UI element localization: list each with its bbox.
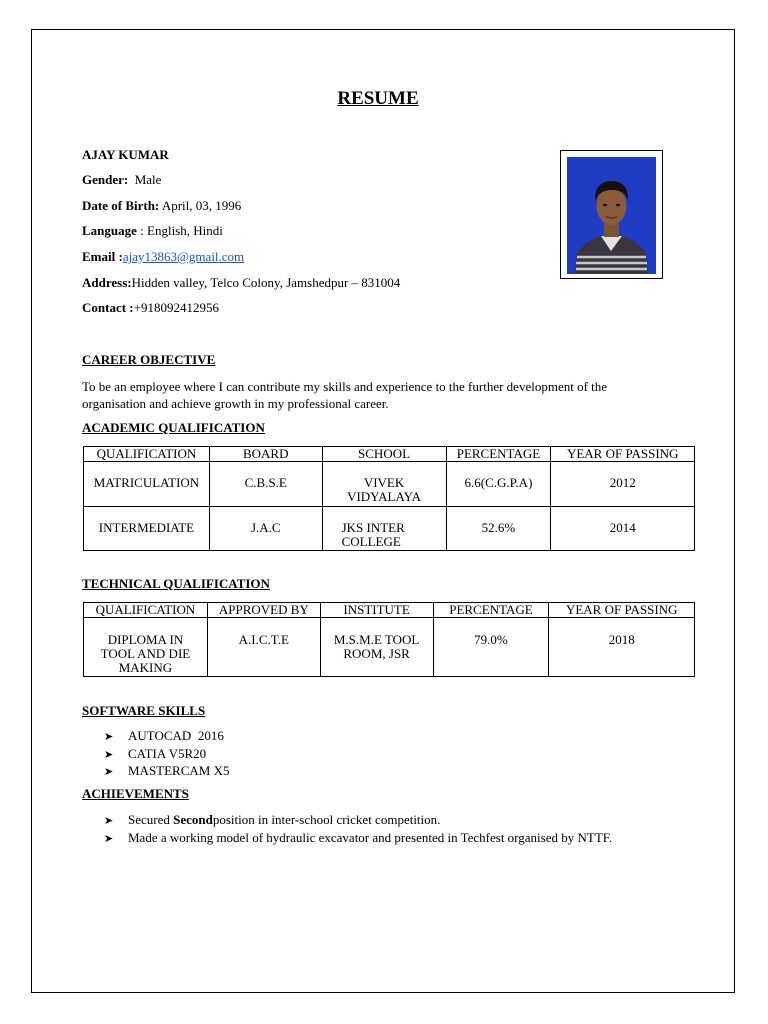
list-item <box>104 746 230 764</box>
technical-col-approved-by: APPROVED BY <box>207 603 320 618</box>
table-cell: M.S.M.E TOOL ROOM, JSR <box>320 618 433 677</box>
table-cell <box>322 507 446 551</box>
school-name-line: JKS INTER COLLEGE <box>341 520 405 549</box>
address-value: Hidden valley, Telco Colony, Jamshedpur – 831004 <box>131 275 401 290</box>
skill-label: AUTOCAD 2016 <box>128 728 224 743</box>
contact-value: +918092412956 <box>133 300 219 315</box>
address-line <box>82 275 400 291</box>
contact-line <box>82 300 219 316</box>
table-row <box>84 507 695 551</box>
table-cell: INTERMEDIATE <box>84 507 210 551</box>
dob-line <box>82 198 241 214</box>
table-cell: DIPLOMA IN TOOL AND DIE MAKING <box>84 618 208 677</box>
email-link[interactable]: ajay13863@gmail.com <box>122 249 245 264</box>
gender-label: Gender: <box>82 172 129 187</box>
achievement-text-bold: Second <box>173 812 213 827</box>
academic-col-year: YEAR OF PASSING <box>551 447 695 462</box>
arrow-bullet-icon: ➤ <box>104 766 114 778</box>
achievement-text: Made a working model of hydraulic excavator and presented in Techfest organised by NTTF. <box>128 829 613 845</box>
photo-frame <box>560 150 663 279</box>
table-row <box>84 618 695 677</box>
technical-col-percentage: PERCENTAGE <box>433 603 549 618</box>
page-title: RESUME <box>337 88 419 109</box>
career-objective-heading: CAREER OBJECTIVE <box>82 352 216 367</box>
language-value: : English, Hindi <box>140 223 223 238</box>
technical-qualification-heading: TECHNICAL QUALIFICATION <box>82 576 270 591</box>
table-cell: MATRICULATION <box>84 462 210 507</box>
academic-table <box>83 446 695 551</box>
career-objective-line-2: organisation and achieve growth in my professional career. <box>82 396 389 411</box>
academic-col-qualification: QUALIFICATION <box>84 447 210 462</box>
table-cell: C.B.S.E <box>209 462 322 507</box>
technical-col-institute: INSTITUTE <box>320 603 433 618</box>
language-label: Language <box>82 223 137 238</box>
email-line <box>82 249 244 265</box>
technical-header-row <box>84 603 695 618</box>
table-cell: J.A.C <box>209 507 322 551</box>
achievements-list <box>104 812 612 847</box>
arrow-bullet-icon: ➤ <box>104 815 114 827</box>
contact-label: Contact : <box>82 300 134 315</box>
achievement-text-post: position in inter-school cricket competition. <box>212 812 441 827</box>
table-cell: 52.6% <box>446 507 551 551</box>
dob-value: April, 03, 1996 <box>161 198 242 213</box>
skill-label: CATIA V5R20 <box>128 745 207 761</box>
profile-photo <box>567 157 656 274</box>
achievement-text-pre: Secured <box>128 812 174 827</box>
arrow-bullet-icon: ➤ <box>104 832 114 845</box>
academic-header-row <box>84 447 695 462</box>
technical-col-qualification: QUALIFICATION <box>84 603 208 618</box>
email-label: Email : <box>82 249 123 264</box>
list-item <box>104 812 612 830</box>
achievements-heading: ACHIEVEMENTS <box>82 786 189 801</box>
list-item <box>104 728 230 746</box>
gender-line <box>82 172 161 188</box>
language-line <box>82 223 223 239</box>
gender-value: Male <box>134 172 162 187</box>
software-skills-heading: SOFTWARE SKILLS <box>82 703 206 718</box>
academic-col-school: SCHOOL <box>322 447 446 462</box>
table-cell: 6.6(C.G.P.A) <box>446 462 551 507</box>
arrow-bullet-icon: ➤ <box>104 731 114 743</box>
applicant-name: AJAY KUMAR <box>82 147 169 162</box>
address-label: Address: <box>82 275 132 290</box>
academic-col-percentage: PERCENTAGE <box>446 447 551 462</box>
table-cell: 79.0% <box>433 618 549 677</box>
list-item <box>104 763 230 781</box>
skill-label: MASTERCAM X5 <box>128 763 230 778</box>
academic-col-board: BOARD <box>209 447 322 462</box>
dob-label: Date of Birth: <box>82 198 160 213</box>
list-item <box>104 830 612 848</box>
table-cell: A.I.C.T.E <box>207 618 320 677</box>
technical-table <box>83 602 695 677</box>
technical-col-year: YEAR OF PASSING <box>549 603 695 618</box>
career-objective-text <box>82 378 682 412</box>
table-cell: 2018 <box>549 618 695 677</box>
career-objective-line-1: To be an employee where I can contribute my skills and experience to the further development of the <box>82 379 608 394</box>
table-row <box>84 462 695 507</box>
software-skills-list <box>104 728 230 781</box>
table-cell: 2014 <box>551 507 695 551</box>
academic-qualification-heading: ACADEMIC QUALIFICATION <box>82 420 265 435</box>
arrow-bullet-icon: ➤ <box>104 748 114 761</box>
table-cell: 2012 <box>551 462 695 507</box>
table-cell: VIVEK VIDYALAYA <box>322 462 446 507</box>
